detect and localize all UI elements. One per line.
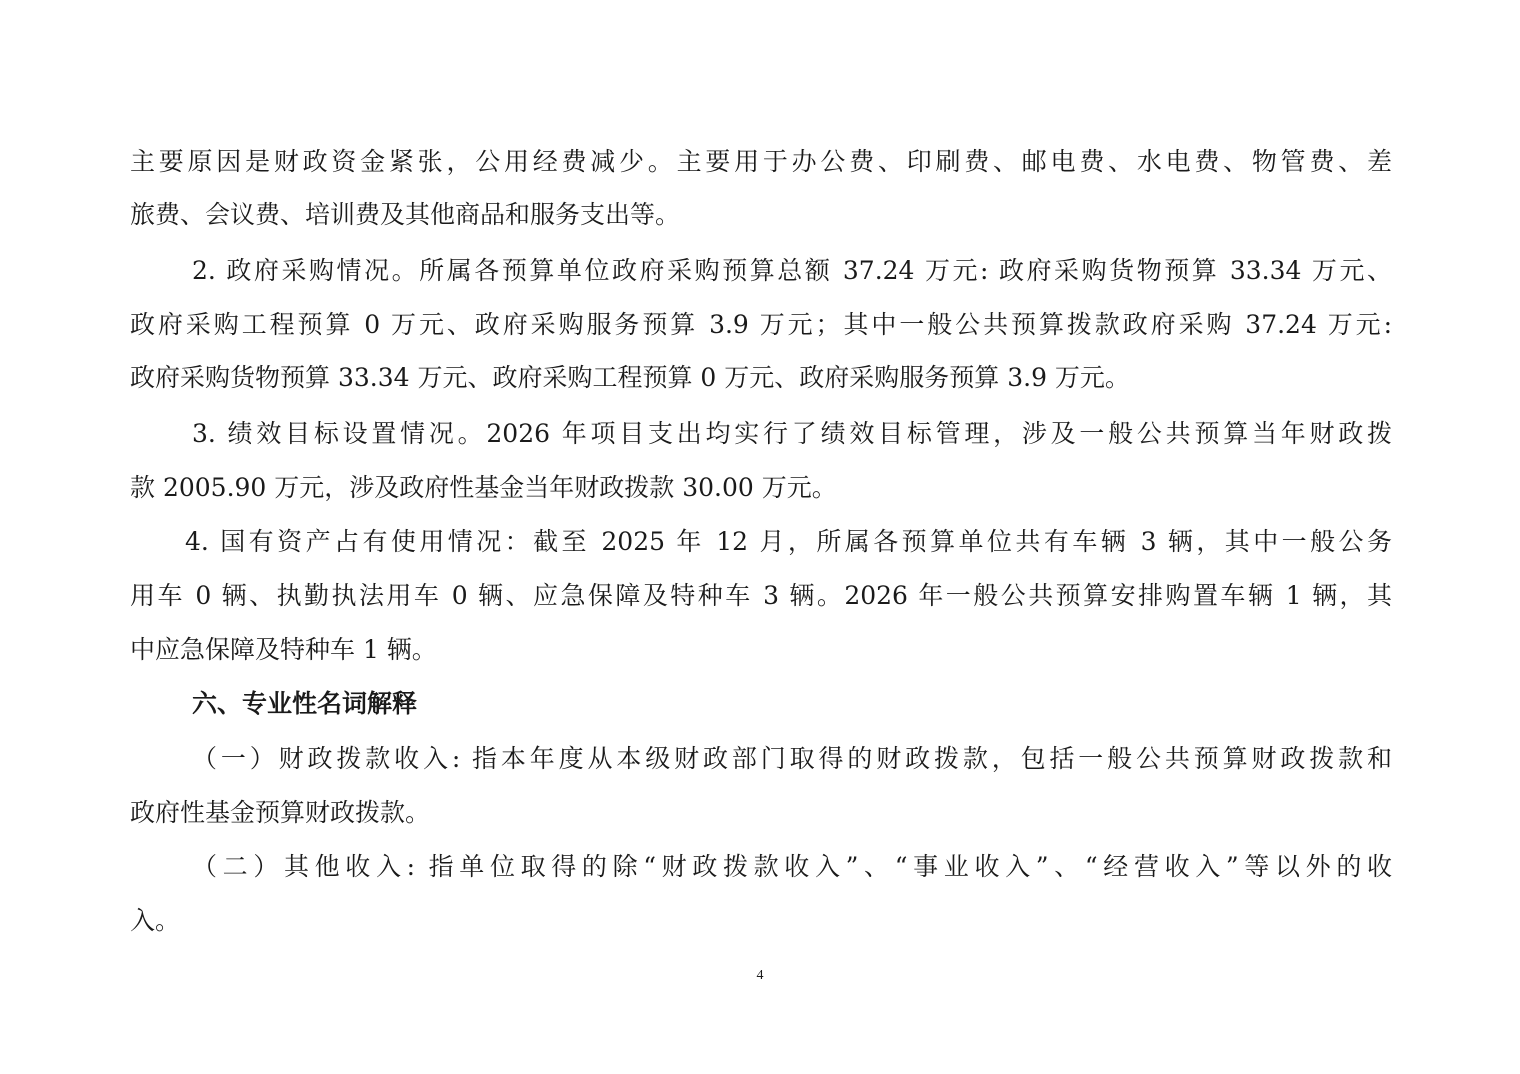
paragraph-line: 4. 国有资产占有使用情况：截至 2025 年 12 月，所属各预算单位共有车辆 3 辆，其中一般公务 [185,527,1392,556]
paragraph-line: 政府性基金预算财政拨款。 [130,798,431,827]
paragraph-line: （一）财政拨款收入: 指本年度从本级财政部门取得的财政拨款，包括一般公共预算财政拨款和 [192,744,1392,773]
paragraph-line: 政府采购工程预算 0 万元、政府采购服务预算 3.9 万元；其中一般公共预算拨款政府采购 37.24 万元: [130,310,1392,339]
paragraph-line: 2. 政府采购情况。所属各预算单位政府采购预算总额 37.24 万元: 政府采购货物预算 33.34 万元、 [192,256,1392,285]
paragraph-line: 用车 0 辆、执勤执法用车 0 辆、应急保障及特种车 3 辆。2026 年一般公共预算安排购置车辆 1 辆，其 [130,581,1392,610]
paragraph-line: 款 2005.90 万元，涉及政府性基金当年财政拨款 30.00 万元。 [130,473,837,502]
paragraph-line: 政府采购货物预算 33.34 万元、政府采购工程预算 0 万元、政府采购服务预算 3.9 万元。 [130,363,1130,392]
paragraph-line: 旅费、会议费、培训费及其他商品和服务支出等。 [130,200,681,229]
paragraph-line: 入。 [130,906,181,935]
paragraph-line: 中应急保障及特种车 1 辆。 [130,635,437,664]
page-number: 4 [756,968,764,983]
paragraph-line: （二）其他收入: 指单位取得的除“财政拨款收入”、“事业收入”、“经营收入”等以外的收 [192,852,1392,881]
paragraph-line: 3. 绩效目标设置情况。2026 年项目支出均实行了绩效目标管理，涉及一般公共预算当年财政拨 [192,419,1392,448]
section-heading: 六、专业性名词解释 [192,689,418,718]
paragraph-line: 主要原因是财政资金紧张，公用经费减少。主要用于办公费、印刷费、邮电费、水电费、物管费、差 [130,147,1392,176]
